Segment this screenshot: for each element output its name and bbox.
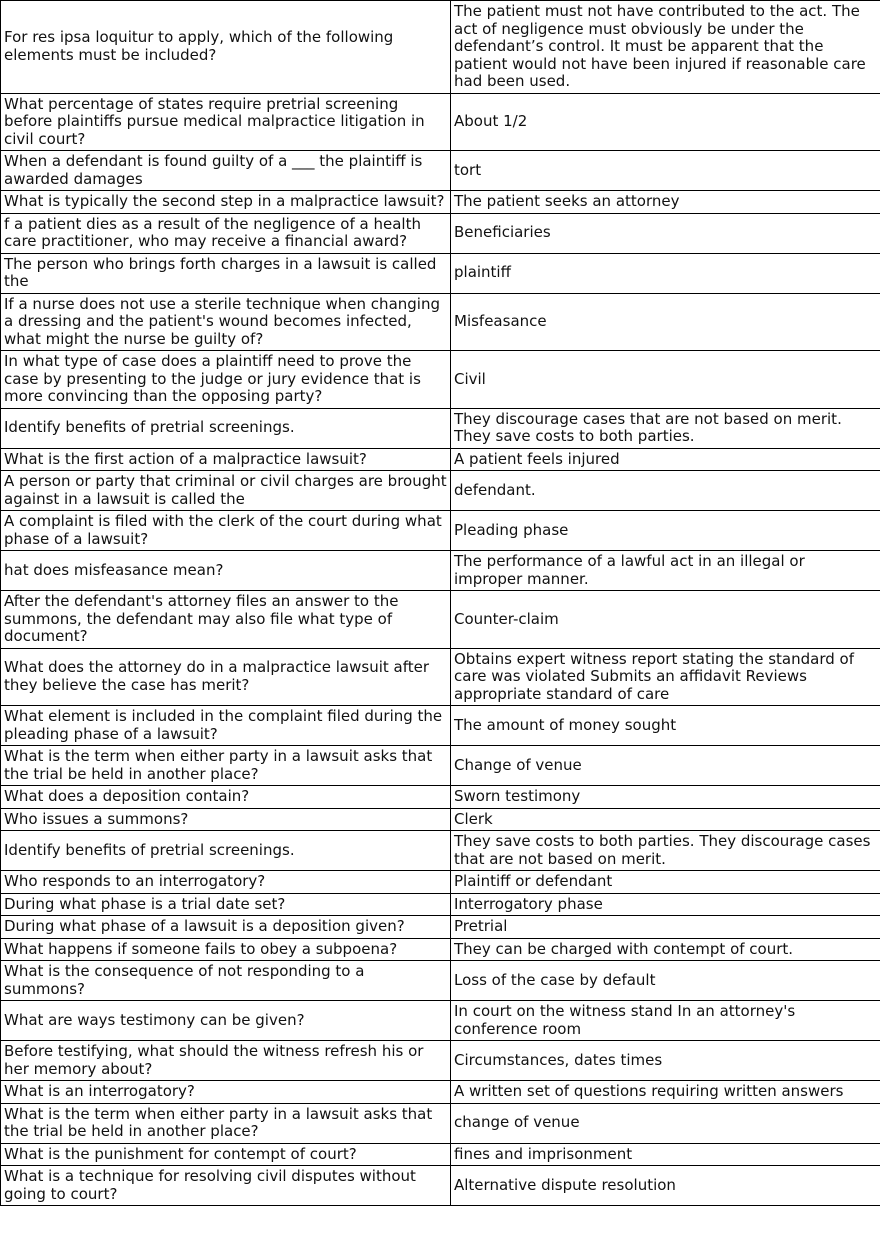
question-cell: What is the term when either party in a lawsuit asks that the trial be held in another place? <box>1 1103 451 1143</box>
question-cell: hat does misfeasance mean? <box>1 551 451 591</box>
question-cell: What is the consequence of not responding to a summons? <box>1 961 451 1001</box>
question-cell: What percentage of states require pretrial screening before plaintiffs pursue medical malpractice litigation in civil court? <box>1 93 451 151</box>
table-row <box>1 591 880 649</box>
question-cell: The person who brings forth charges in a lawsuit is called the <box>1 253 451 293</box>
table-row <box>1 1001 880 1041</box>
answer-cell: The patient seeks an attorney <box>451 191 880 214</box>
question-cell: What are ways testimony can be given? <box>1 1001 451 1041</box>
table-row <box>1 893 880 916</box>
answer-cell: change of venue <box>451 1103 880 1143</box>
answer-cell: Pretrial <box>451 916 880 939</box>
table-row <box>1 871 880 894</box>
answer-cell: The performance of a lawful act in an illegal or improper manner. <box>451 551 880 591</box>
table-row <box>1 706 880 746</box>
table-row <box>1 151 880 191</box>
question-cell: What is the punishment for contempt of court? <box>1 1143 451 1166</box>
table-row <box>1 938 880 961</box>
table-row <box>1 916 880 939</box>
table-row <box>1 191 880 214</box>
table-row <box>1 831 880 871</box>
table-row <box>1 1 880 94</box>
table-row <box>1 511 880 551</box>
question-cell: Before testifying, what should the witness refresh his or her memory about? <box>1 1041 451 1081</box>
table-row <box>1 808 880 831</box>
table-row <box>1 293 880 351</box>
question-cell: What is typically the second step in a malpractice lawsuit? <box>1 191 451 214</box>
question-cell: What does the attorney do in a malpractice lawsuit after they believe the case has merit? <box>1 648 451 706</box>
answer-cell: Loss of the case by default <box>451 961 880 1001</box>
answer-cell: A written set of questions requiring written answers <box>451 1081 880 1104</box>
answer-cell: They save costs to both parties. They discourage cases that are not based on merit. <box>451 831 880 871</box>
question-cell: A complaint is filed with the clerk of the court during what phase of a lawsuit? <box>1 511 451 551</box>
question-cell: What is a technique for resolving civil disputes without going to court? <box>1 1166 451 1206</box>
question-cell: After the defendant's attorney files an answer to the summons, the defendant may also file what type of document? <box>1 591 451 649</box>
answer-cell: The amount of money sought <box>451 706 880 746</box>
answer-cell: Clerk <box>451 808 880 831</box>
answer-cell: fines and imprisonment <box>451 1143 880 1166</box>
answer-cell: defendant. <box>451 471 880 511</box>
table-row <box>1 1143 880 1166</box>
table-row <box>1 351 880 409</box>
table-row <box>1 961 880 1001</box>
table-row <box>1 1103 880 1143</box>
table-row <box>1 213 880 253</box>
answer-cell: Plaintiff or defendant <box>451 871 880 894</box>
answer-cell: About 1/2 <box>451 93 880 151</box>
answer-cell: Change of venue <box>451 746 880 786</box>
answer-cell: plaintiff <box>451 253 880 293</box>
table-row <box>1 93 880 151</box>
answer-cell: They discourage cases that are not based on merit. They save costs to both parties. <box>451 408 880 448</box>
answer-cell: The patient must not have contributed to the act. The act of negligence must obviously be under the defendant’s control. It must be apparent that the patient would not have been injured if reasonable care had been used. <box>451 1 880 94</box>
table-row <box>1 448 880 471</box>
answer-cell: Misfeasance <box>451 293 880 351</box>
question-cell: Who responds to an interrogatory? <box>1 871 451 894</box>
question-cell: If a nurse does not use a sterile technique when changing a dressing and the patient's wound becomes infected, what might the nurse be guilty of? <box>1 293 451 351</box>
answer-cell: Pleading phase <box>451 511 880 551</box>
question-cell: What happens if someone fails to obey a subpoena? <box>1 938 451 961</box>
question-cell: Identify benefits of pretrial screenings. <box>1 408 451 448</box>
answer-cell: Circumstances, dates times <box>451 1041 880 1081</box>
question-cell: In what type of case does a plaintiff need to prove the case by presenting to the judge or jury evidence that is more convincing than the opposing party? <box>1 351 451 409</box>
table-row <box>1 1041 880 1081</box>
answer-cell: Alternative dispute resolution <box>451 1166 880 1206</box>
qa-table-body <box>1 1 880 1206</box>
table-row <box>1 551 880 591</box>
question-cell: During what phase of a lawsuit is a deposition given? <box>1 916 451 939</box>
table-row <box>1 471 880 511</box>
question-cell: A person or party that criminal or civil charges are brought against in a lawsuit is called the <box>1 471 451 511</box>
answer-cell: In court on the witness stand In an attorney's conference room <box>451 1001 880 1041</box>
question-cell: What is an interrogatory? <box>1 1081 451 1104</box>
answer-cell: Beneficiaries <box>451 213 880 253</box>
table-row <box>1 786 880 809</box>
answer-cell: Interrogatory phase <box>451 893 880 916</box>
question-cell: For res ipsa loquitur to apply, which of the following elements must be included? <box>1 1 451 94</box>
answer-cell: They can be charged with contempt of court. <box>451 938 880 961</box>
question-cell: When a defendant is found guilty of a ___ the plaintiff is awarded damages <box>1 151 451 191</box>
table-row <box>1 408 880 448</box>
question-cell: Identify benefits of pretrial screenings. <box>1 831 451 871</box>
answer-cell: A patient feels injured <box>451 448 880 471</box>
table-row <box>1 1166 880 1206</box>
question-cell: What element is included in the complaint filed during the pleading phase of a lawsuit? <box>1 706 451 746</box>
table-row <box>1 253 880 293</box>
question-cell: What is the first action of a malpractice lawsuit? <box>1 448 451 471</box>
question-cell: What does a deposition contain? <box>1 786 451 809</box>
answer-cell: Sworn testimony <box>451 786 880 809</box>
question-cell: f a patient dies as a result of the negligence of a health care practitioner, who may receive a financial award? <box>1 213 451 253</box>
answer-cell: Counter-claim <box>451 591 880 649</box>
answer-cell: Civil <box>451 351 880 409</box>
table-row <box>1 1081 880 1104</box>
question-cell: Who issues a summons? <box>1 808 451 831</box>
table-row <box>1 648 880 706</box>
table-row <box>1 746 880 786</box>
question-cell: During what phase is a trial date set? <box>1 893 451 916</box>
answer-cell: Obtains expert witness report stating the standard of care was violated Submits an affidavit Reviews appropriate standard of care <box>451 648 880 706</box>
answer-cell: tort <box>451 151 880 191</box>
question-cell: What is the term when either party in a lawsuit asks that the trial be held in another place? <box>1 746 451 786</box>
